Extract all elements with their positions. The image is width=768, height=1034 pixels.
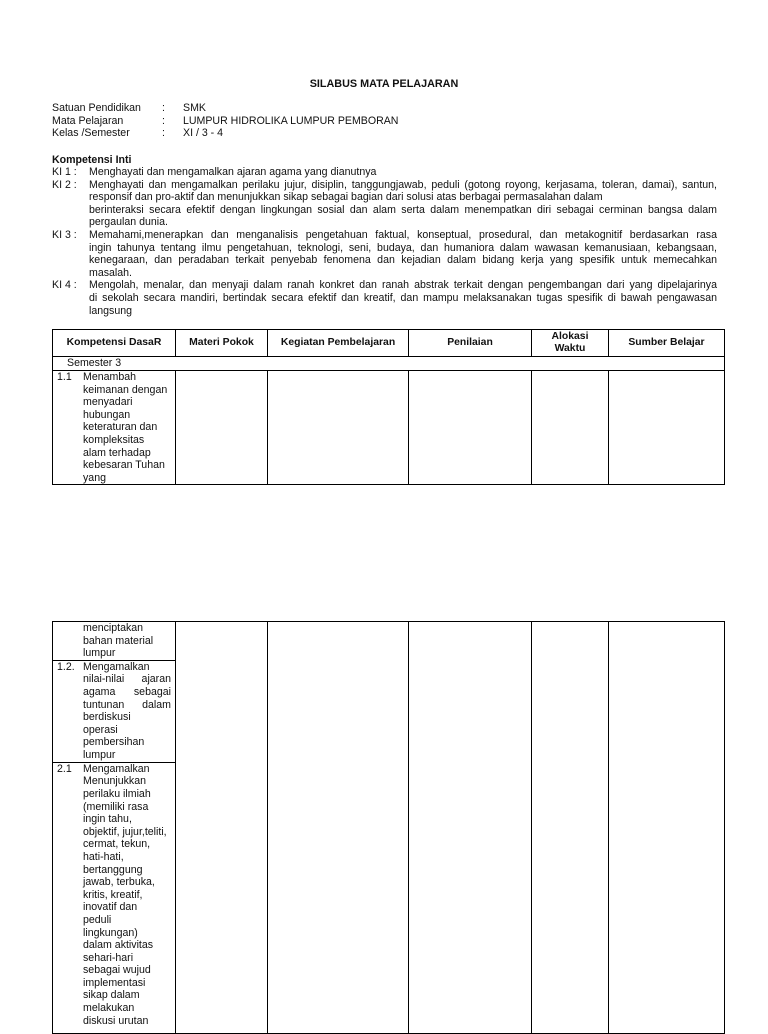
table-header-row: [53, 330, 725, 357]
kd-line: dalam aktivitas: [83, 939, 154, 952]
ki-text: [89, 166, 717, 179]
kd-line: Mengamalkan: [83, 660, 150, 673]
sumber-cell: [609, 622, 725, 1034]
ki-code: KI 3 :: [52, 228, 77, 241]
kd-line: perilaku ilmiah: [83, 787, 151, 800]
kd-cell: [53, 371, 176, 485]
page-title: SILABUS MATA PELAJARAN: [309, 78, 459, 90]
meta-value: LUMPUR HIDROLIKA LUMPUR PEMBORAN: [183, 114, 399, 127]
meta-row-satuan: [52, 102, 398, 115]
kd-line: lumpur: [83, 647, 116, 660]
kd-line: berdiskusi: [83, 711, 131, 724]
table-row: [53, 371, 725, 485]
kegiatan-cell: [268, 371, 409, 485]
kd-text: [83, 763, 175, 1027]
ki-line: Menghayati dan mengamalkan ajaran agama yang dianutnya: [89, 166, 377, 178]
kd-line: lingkungan): [83, 926, 138, 939]
kd-line: menyadari: [83, 396, 133, 409]
kd-line: Menunjukkan: [83, 775, 147, 788]
meta-value: XI / 3 - 4: [183, 127, 224, 140]
ki-text: [89, 179, 717, 229]
kd-line: bertanggung: [83, 863, 143, 876]
ki-line: Memahami,menerapkan dan menganalisis pengetahuan faktual, konseptual, prosedural, dan metakognitif berdasarkan rasa: [89, 228, 717, 241]
ki-code: KI 4 :: [52, 279, 77, 292]
header-sumber-belajar: Sumber Belajar: [609, 330, 725, 357]
materi-cell: [176, 371, 268, 485]
kd-line: tuntunan dalam: [83, 698, 171, 711]
ki-item-1: [52, 166, 717, 179]
kd-text: [83, 371, 175, 484]
alokasi-cell: [532, 371, 609, 485]
semester-row: [53, 357, 725, 371]
ki-line: di sekolah secara mandiri, bertindak secara efektif dan kreatif, dan mampu melaksanakan tugas spesifik di bawah pengawasan: [89, 291, 717, 304]
kd-line: kebesaran Tuhan: [83, 459, 165, 472]
ki-code: KI 2 :: [52, 178, 77, 191]
ki-line: langsung: [89, 304, 133, 317]
kd-line: sikap dalam: [83, 989, 140, 1002]
kd-line: jawab, terbuka,: [83, 876, 155, 889]
kd-number: 1.1: [57, 371, 72, 383]
kd-cell: [53, 622, 176, 661]
meta-colon: :: [162, 127, 165, 140]
header-alokasi-waktu: Alokasi Waktu: [532, 330, 609, 357]
kd-line: kompleksitas: [83, 433, 145, 446]
meta-colon: :: [162, 114, 165, 127]
kd-line: keimanan dengan: [83, 383, 168, 396]
kd-line: operasi: [83, 723, 118, 736]
ki-line: kenegaraan, dan peradaban terkait penyebab fenomena dan kejadian dalam bidang kerja yang spesifik untuk memecahkan: [89, 254, 717, 267]
kd-line: bahan material: [83, 634, 154, 647]
kd-line: Menambah: [83, 371, 136, 383]
materi-cell: [176, 622, 268, 1034]
kd-line: Mengamalkan: [83, 762, 150, 775]
meta-label: Kelas /Semester: [52, 127, 130, 140]
kd-number: 1.2.: [57, 660, 75, 673]
kd-line: ingin tahu,: [83, 813, 132, 826]
ki-item-4: [52, 279, 717, 317]
kd-line: hati-hati,: [83, 850, 124, 863]
kd-line: melakukan: [83, 1002, 135, 1015]
kd-cell: [53, 660, 176, 762]
kd-line: alam terhadap: [83, 446, 151, 459]
kd-line: keteraturan dan: [83, 421, 158, 434]
kd-number: [57, 622, 83, 660]
kd-line: peduli: [83, 913, 112, 926]
kd-line: nilai-nilai ajaran: [83, 673, 171, 686]
semester-label: Semester 3: [53, 357, 725, 371]
ki-line: Menghayati dan mengamalkan perilaku jujur, disiplin, tanggungjawab, peduli (gotong royong, kerjasama, toleran, damai), santun,: [89, 178, 717, 191]
kd-number: 2.1: [57, 762, 72, 775]
meta-row-mapel: [52, 115, 398, 128]
ki-text: [89, 279, 717, 317]
meta-label: Satuan Pendidikan: [52, 102, 141, 114]
ki-item-3: [52, 229, 717, 279]
ki-line: pergaulan dunia.: [89, 216, 168, 229]
kd-line: pembersihan: [83, 736, 145, 749]
ki-item-2: [52, 179, 717, 229]
header-kompetensi-dasar: Kompetensi DasaR: [53, 330, 176, 357]
meta-row-kelas: [52, 127, 398, 140]
silabus-table-continued: [52, 621, 725, 1034]
ki-line: Mengolah, menalar, dan menyaji dalam ranah konkret dan ranah abstrak terkait dengan pengembangan dari yang dipelajarinya: [89, 279, 717, 292]
ki-list: [52, 166, 717, 317]
ki-line: responsif dan pro-aktif dan menunjukkan sikap sebagai bagian dari solusi atas berbagai permasalahan dalam: [89, 191, 603, 204]
header-materi-pokok: Materi Pokok: [176, 330, 268, 357]
header-penilaian: Penilaian: [409, 330, 532, 357]
alokasi-cell: [532, 622, 609, 1034]
kd-text: [83, 622, 175, 660]
ki-line: ingin tahunya tentang ilmu pengetahuan, teknologi, seni, budaya, dan humaniora dalam wawasan kemanusiaan, kebangsaan,: [89, 241, 717, 254]
ki-line: berinteraksi secara efektif dengan lingkungan sosial dan alam serta dalam menempatkan diri sebagai cerminan bangsa dalam: [89, 203, 717, 216]
kd-line: hubungan: [83, 408, 131, 421]
ki-text: [89, 229, 717, 279]
kd-line: sehari-hari: [83, 951, 134, 964]
ki-line: masalah.: [89, 266, 132, 279]
kd-line: diskusi urutan: [83, 1014, 149, 1027]
kd-line: objektif, jujur,teliti,: [83, 825, 167, 838]
kd-line: sebagai wujud: [83, 964, 151, 977]
silabus-table-top: [52, 329, 725, 485]
ki-code: KI 1 :: [52, 166, 77, 178]
table-row: [53, 622, 725, 661]
kd-line: implementasi: [83, 976, 146, 989]
header-kegiatan-pembelajaran: Kegiatan Pembelajaran: [268, 330, 409, 357]
kd-line: (memiliki rasa: [83, 800, 149, 813]
meta-label: Mata Pelajaran: [52, 114, 124, 127]
kegiatan-cell: [268, 622, 409, 1034]
sumber-cell: [609, 371, 725, 485]
kd-line: inovatif dan: [83, 901, 138, 914]
kd-cell: [53, 762, 176, 1033]
kd-line: agama sebagai: [83, 685, 171, 698]
kd-text: [83, 661, 175, 762]
penilaian-cell: [409, 622, 532, 1034]
kd-line: menciptakan: [83, 622, 144, 634]
kd-line: yang: [83, 471, 106, 484]
ki-heading: Kompetensi Inti: [52, 154, 132, 166]
penilaian-cell: [409, 371, 532, 485]
meta-value: SMK: [183, 102, 206, 114]
meta-block: [52, 102, 398, 140]
kd-line: kritis, kreatif,: [83, 888, 143, 901]
meta-colon: :: [162, 102, 165, 114]
kd-line: lumpur: [83, 748, 116, 761]
kd-line: cermat, tekun,: [83, 838, 151, 851]
